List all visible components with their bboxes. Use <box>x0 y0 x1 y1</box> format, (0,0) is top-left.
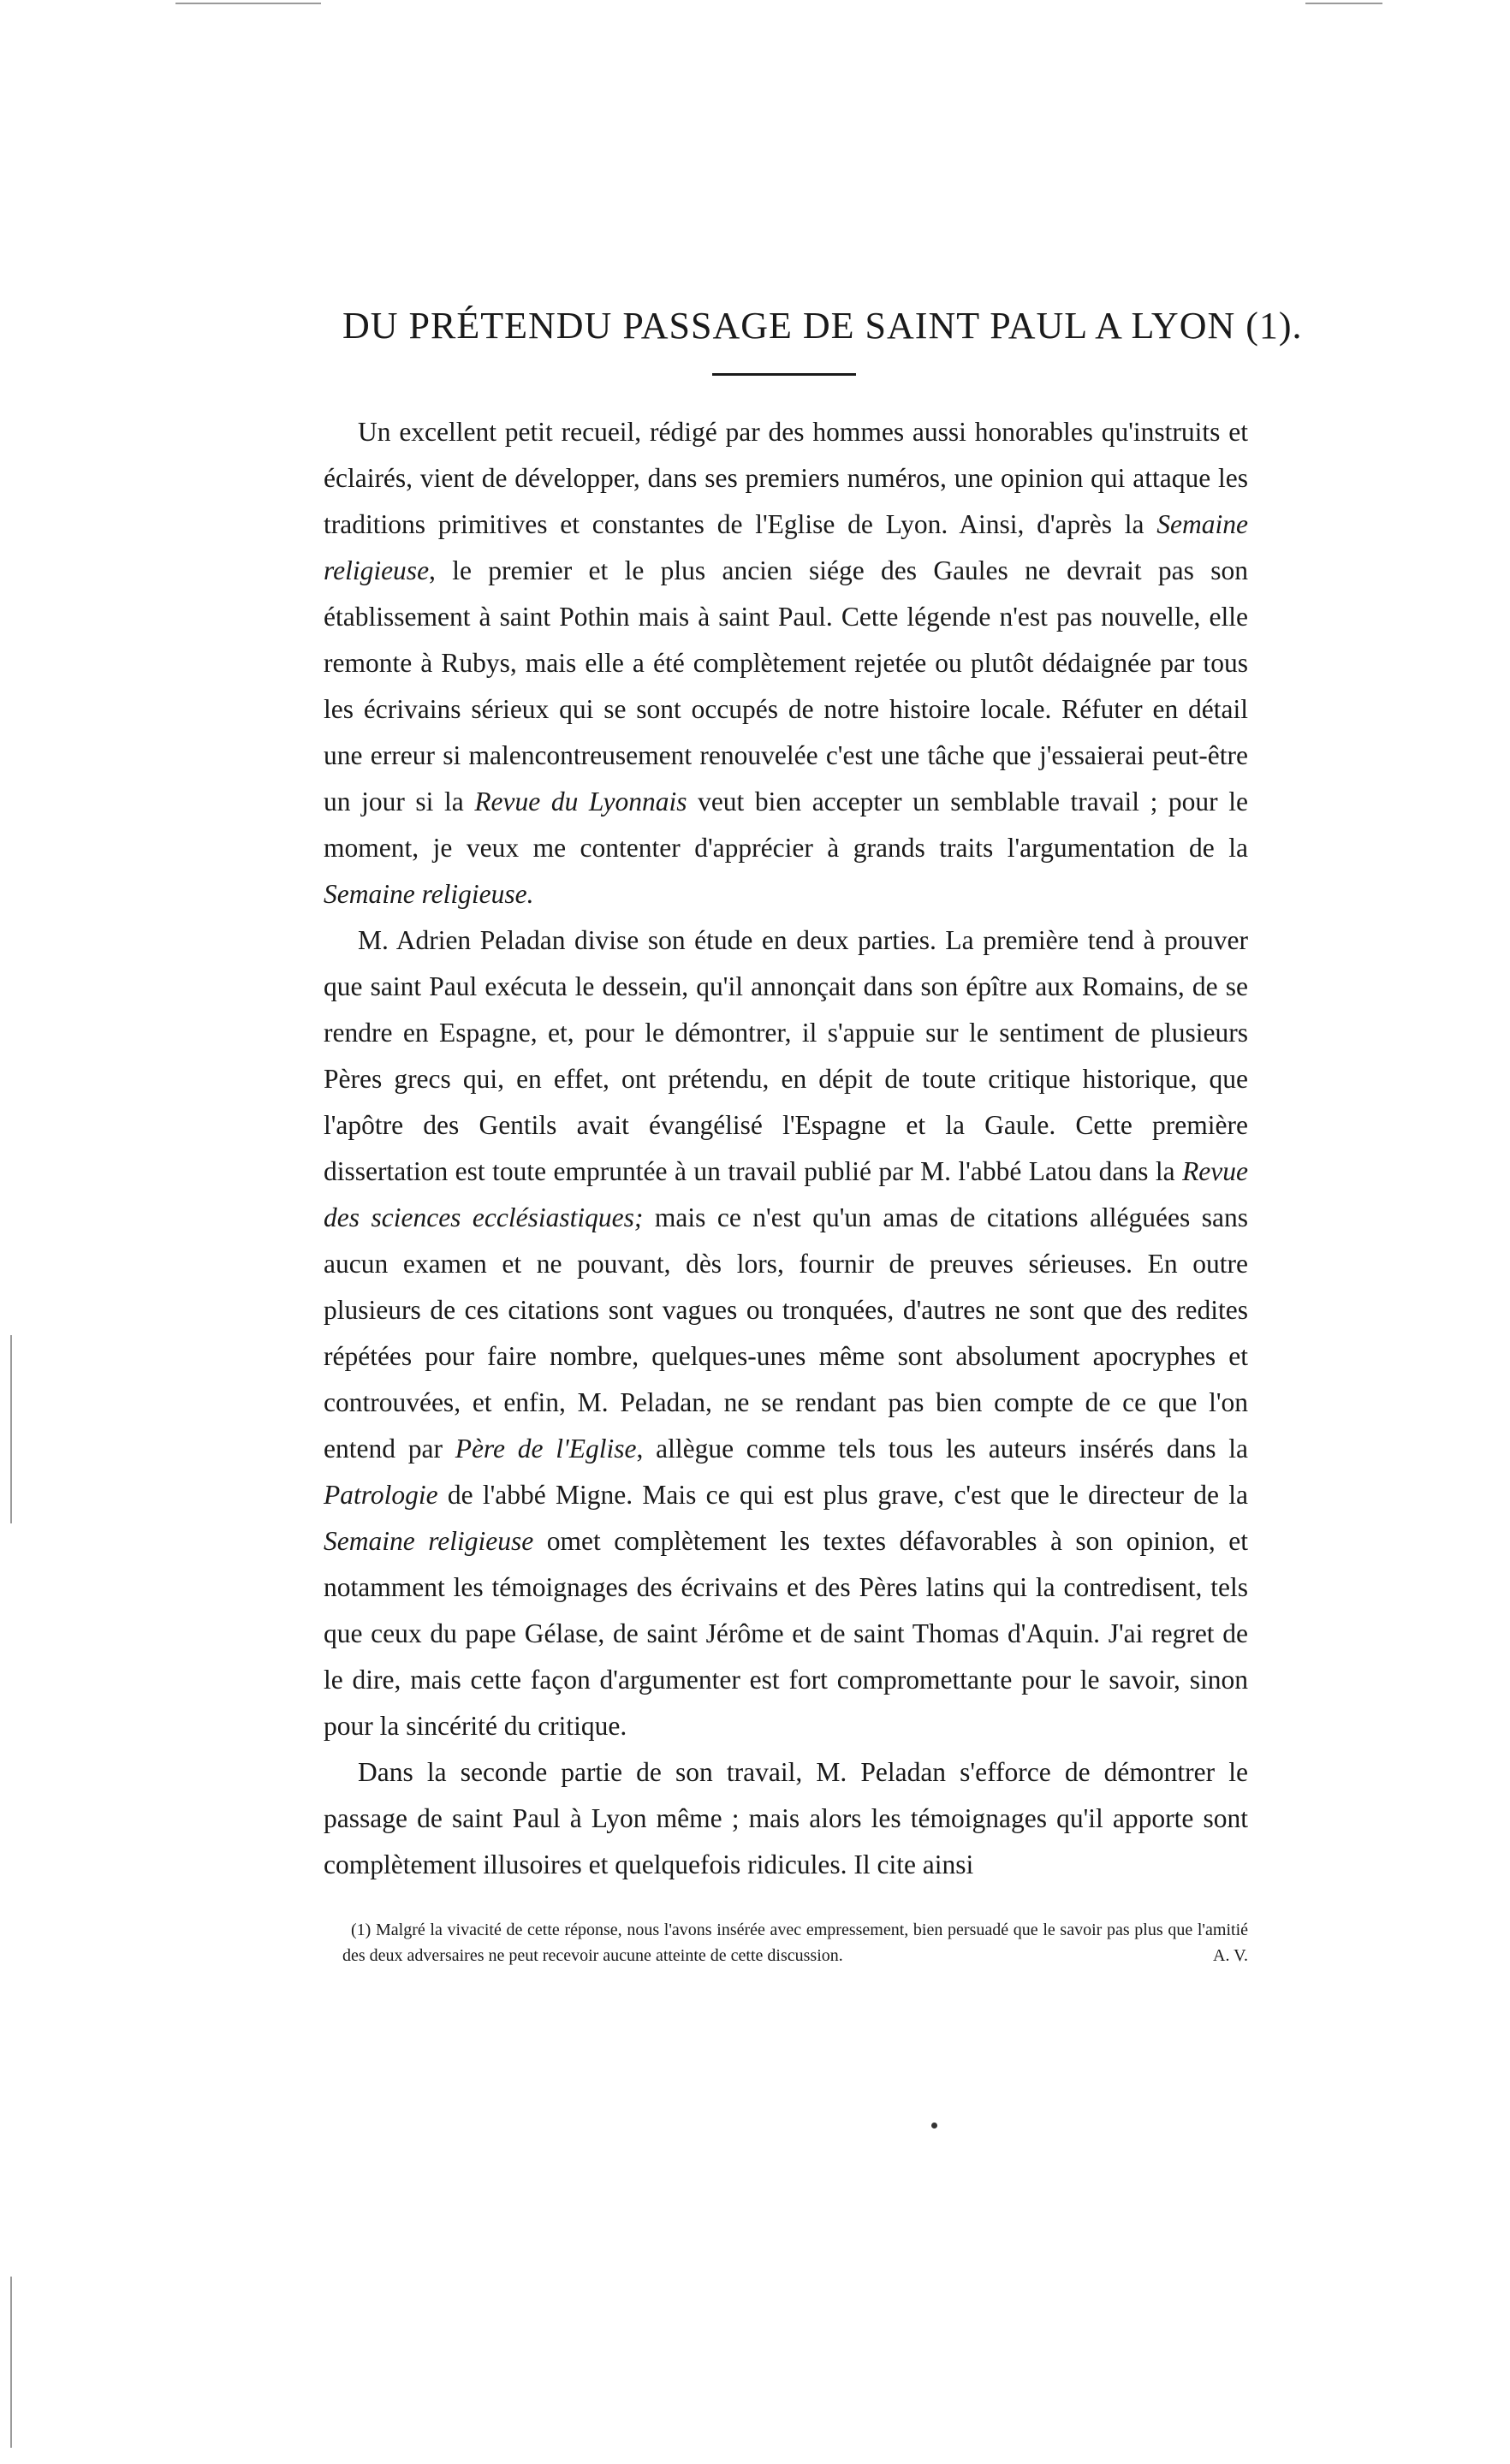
text-run: , allègue comme tels tous les auteurs insérés dans la <box>636 1434 1248 1464</box>
paragraph <box>324 1749 1248 1888</box>
title-rule <box>712 373 856 376</box>
text-run: Dans la seconde partie de son travail, M. Peladan s'efforce de démontrer le passage de saint Paul à Lyon même ; mais alors les témoignages qu'il apporte sont complètement illusoires et quelquefois ridicules. Il cite ainsi <box>324 1757 1248 1879</box>
article-title: DU PRÉTENDU PASSAGE DE SAINT PAUL A LYON (1). <box>342 305 1303 347</box>
text-run: veut bien accepter un semblable travail ; pour le moment, je veux me contenter d'apprécier à grands traits l'argumentation de la <box>324 787 1248 863</box>
text-run-italic: Semaine religieuse. <box>324 879 534 909</box>
footnote-text <box>342 1917 1248 1968</box>
text-run: , le premier et le plus ancien siége des Gaules ne devrait pas son établissement à saint Pothin mais à saint Paul. Cette légende n'est pas nouvelle, elle remonte à Rubys, mais elle a été complètement rejetée ou plutôt dédaignée par tous les écrivains sérieux qui se sont occupés de notre histoire locale. Réfuter en détail une erreur si malencontreusement renouvelée c'est une tâche que j'essaierai peut-être un jour si la <box>324 555 1248 816</box>
footnote-signature: A. V. <box>1213 1946 1248 1965</box>
paragraph <box>324 409 1248 917</box>
footnote-body: (1) Malgré la vivacité de cette réponse, nous l'avons insérée avec empressement, bien persuadé que le savoir pas plus que l'amitié des deux adversaires ne peut recevoir aucune atteinte de cette discussion. <box>342 1921 1248 1965</box>
article-body <box>324 409 1248 1888</box>
text-run: mais ce n'est qu'un amas de citations alléguées sans aucun examen et ne pouvant, dès lors, fournir de preuves sérieuses. En outre plusieurs de ces citations sont vagues ou tronquées, d'autres ne sont que des redites répétées pour faire nombre, quelques-unes même sont absolument apocryphes et controuvées, et enfin, M. Peladan, ne se rendant pas bien compte de ce que l'on entend par <box>324 1202 1248 1464</box>
text-run-italic: Patrologie <box>324 1480 438 1510</box>
text-run: omet complètement les textes défavorables à son opinion, et notamment les témoignages des écrivains et des Pères latins qui la contredisent, tels que ceux du pape Gélase, de saint Jérôme et de saint Thomas d'Aquin. J'ai regret de le dire, mais cette façon d'argumenter est fort compromettante pour le savoir, sinon pour la sincérité du critique. <box>324 1526 1248 1741</box>
scan-edge-mark-left <box>10 1335 12 1523</box>
text-run-italic: Père de l'Eglise <box>455 1434 637 1464</box>
scan-edge-mark-top <box>175 3 321 4</box>
scan-edge-mark-left-lower <box>10 2277 12 2448</box>
text-run-italic: Revue des sciences ecclésiastiques; <box>324 1156 1248 1232</box>
text-run-italic: Revue du Lyonnais <box>474 787 687 816</box>
footnote <box>342 1917 1248 1968</box>
text-run: Un excellent petit recueil, rédigé par des hommes aussi honorables qu'instruits et éclairés, vient de développer, dans ses premiers numéros, une opinion qui attaque les traditions primitives et constantes de l'Eglise de Lyon. Ainsi, d'après la <box>324 417 1248 539</box>
text-run: de l'abbé Migne. Mais ce qui est plus grave, c'est que le directeur de la <box>437 1480 1248 1510</box>
scan-speck <box>931 2123 937 2129</box>
text-run-italic: Semaine religieuse <box>324 1526 534 1556</box>
text-run: M. Adrien Peladan divise son étude en deux parties. La première tend à prouver que saint Paul exécuta le dessein, qu'il annonçait dans son épître aux Romains, de se rendre en Espagne, et, pour le démontrer, il s'appuie sur le sentiment de plusieurs Pères grecs qui, en effet, ont prétendu, en dépit de toute critique historique, que l'apôtre des Gentils avait évangélisé l'Espagne et la Gaule. Cette première dissertation est toute empruntée à un travail publié par M. l'abbé Latou dans la <box>324 925 1248 1186</box>
paragraph <box>324 917 1248 1749</box>
scan-edge-mark-top-right <box>1305 3 1382 4</box>
text-run-italic: Semaine religieuse <box>324 509 1248 585</box>
